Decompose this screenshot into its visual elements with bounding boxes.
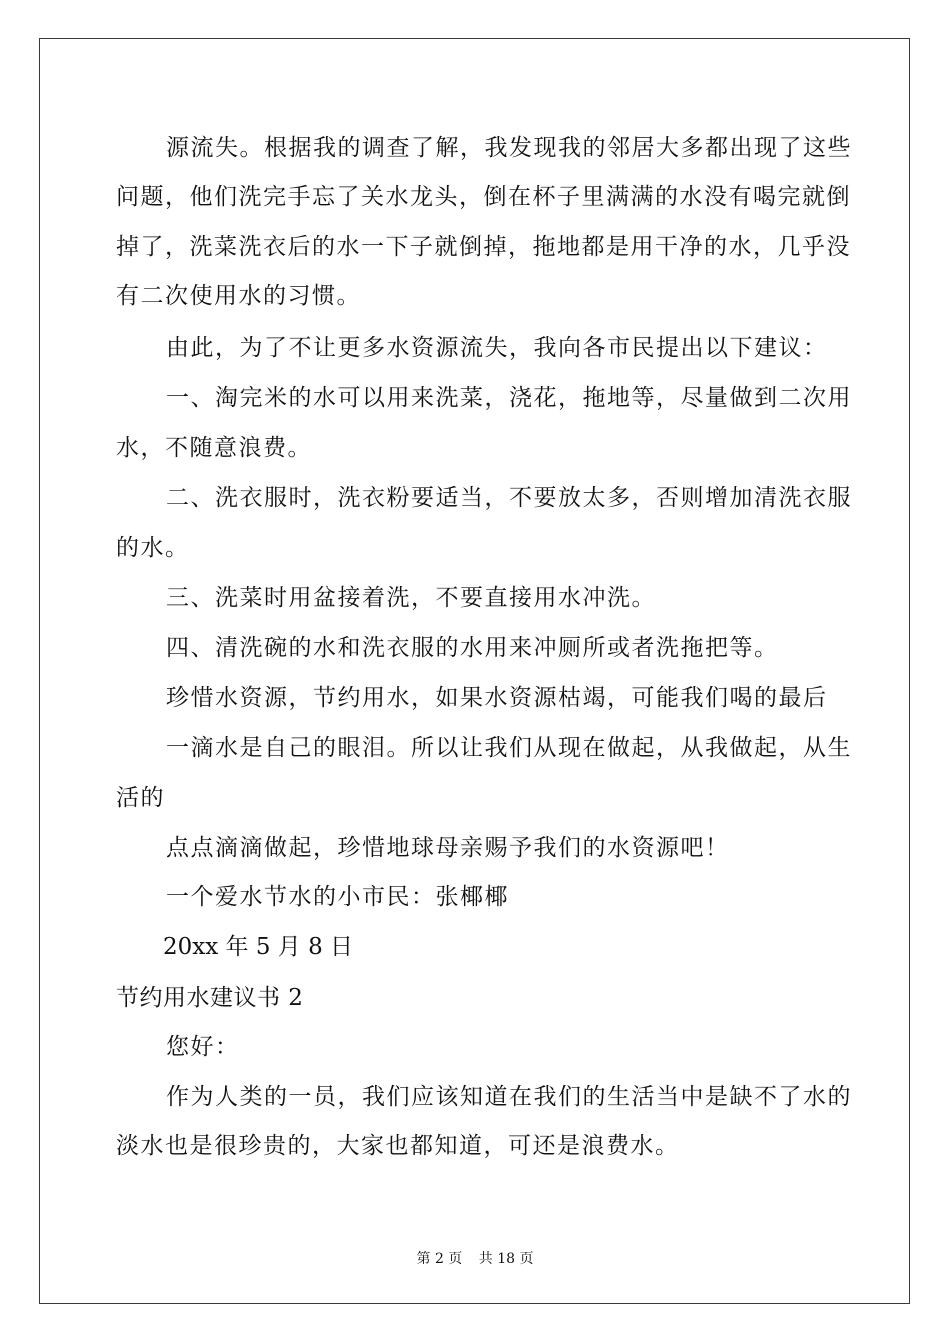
page-border [39, 38, 910, 1304]
paragraph-line: 的水。 [116, 535, 190, 561]
paragraph-line: 源流失。根据我的调查了解，我发现我的邻居大多都出现了这些 [166, 135, 852, 161]
page-footer [0, 1248, 950, 1268]
paragraph-line: 问题，他们洗完手忘了关水龙头，倒在杯子里满满的水没有喝完就倒 [116, 184, 851, 210]
paragraph-line: 一、淘完米的水可以用来洗菜，浇花，拖地等，尽量做到二次用 [166, 385, 852, 411]
page-total: 共 18 页 [478, 1251, 534, 1267]
paragraph-line: 一滴水是自己的眼泪。所以让我们从现在做起，从我做起，从生 [166, 735, 852, 761]
paragraph-line: 作为人类的一员，我们应该知道在我们的生活当中是缺不了水的 [166, 1084, 852, 1110]
signature-line: 一个爱水节水的小市民：张椰椰 [166, 884, 509, 910]
section-title: 节约用水建议书 2 [116, 985, 304, 1011]
date-line: 20xx 年 5 月 8 日 [163, 934, 354, 960]
paragraph-line: 由此，为了不让更多水资源流失，我向各市民提出以下建议： [166, 335, 828, 361]
paragraph-line: 四、清洗碗的水和洗衣服的水用来冲厕所或者洗拖把等。 [166, 635, 779, 661]
paragraph-line: 活的 [116, 785, 165, 811]
paragraph-line: 水，不随意浪费。 [116, 435, 312, 461]
paragraph-line: 淡水也是很珍贵的，大家也都知道，可还是浪费水。 [116, 1133, 680, 1159]
paragraph-line: 点点滴滴做起，珍惜地球母亲赐予我们的水资源吧！ [166, 835, 730, 861]
paragraph-line: 珍惜水资源，节约用水，如果水资源枯竭，可能我们喝的最后 [166, 685, 828, 711]
greeting-line: 您好： [166, 1034, 240, 1060]
paragraph-line: 二、洗衣服时，洗衣粉要适当，不要放太多，否则增加清洗衣服 [166, 485, 852, 511]
paragraph-line: 有二次使用水的习惯。 [116, 283, 361, 309]
paragraph-line: 三、洗菜时用盆接着洗，不要直接用水冲洗。 [166, 585, 656, 611]
paragraph-line: 掉了，洗菜洗衣后的水一下子就倒掉，拖地都是用干净的水，几乎没 [116, 234, 851, 260]
page-number: 第 2 页 [416, 1251, 463, 1267]
